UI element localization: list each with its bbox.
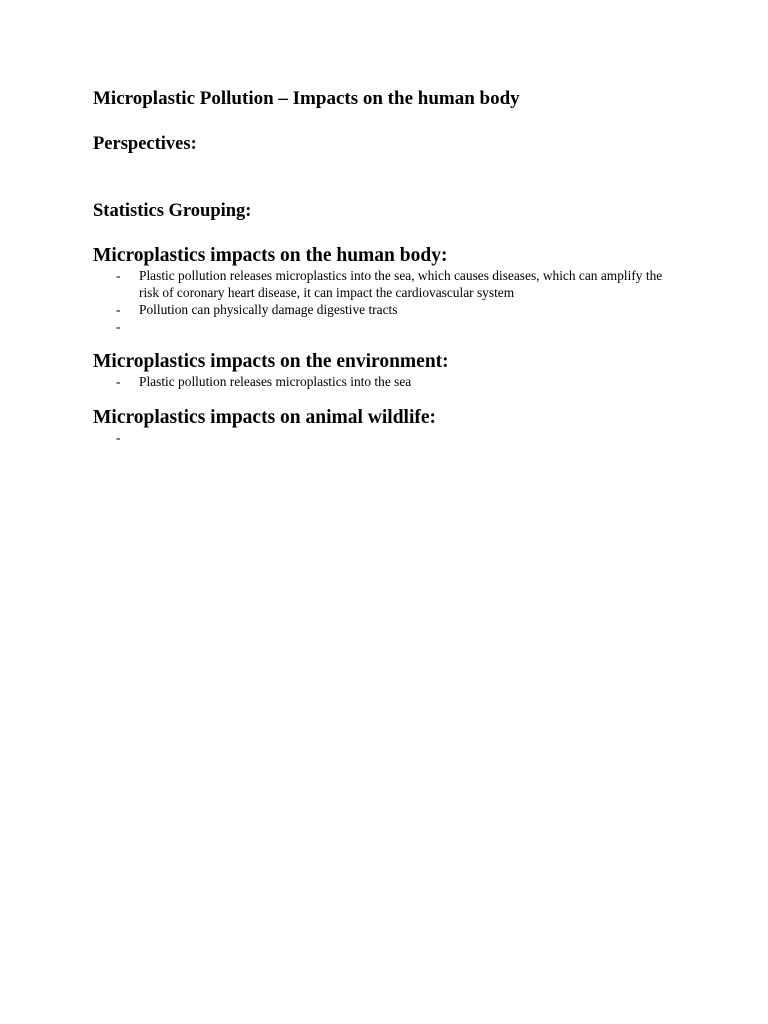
statistics-block (93, 200, 693, 222)
list-item[interactable] (93, 318, 684, 334)
list-item-text[interactable]: Pollution can physically damage digestive tracts (139, 302, 398, 317)
dash-marker: - (116, 302, 121, 317)
section-human-body (93, 245, 693, 334)
bullet-list (93, 373, 693, 390)
dash-marker: - (116, 268, 121, 283)
section-heading[interactable]: Microplastics impacts on the human body: (93, 245, 448, 266)
dash-marker: - (116, 430, 121, 445)
section-environment (93, 351, 693, 390)
bullet-list (93, 267, 693, 334)
list-item-text[interactable]: Plastic pollution releases microplastics into the sea (139, 374, 412, 389)
section-animal-wildlife (93, 407, 693, 445)
bullet-list (93, 429, 693, 445)
perspectives-block (93, 133, 693, 155)
perspectives-heading[interactable]: Perspectives: (93, 134, 197, 154)
list-item-text[interactable]: Plastic pollution releases microplastics into the sea, which causes diseases, which can amplify the risk of coronary heart disease, it can impact the cardiovascular system (139, 268, 663, 300)
document-title[interactable]: Microplastic Pollution – Impacts on the human body (93, 88, 520, 109)
section-heading[interactable]: Microplastics impacts on animal wildlife: (93, 407, 437, 428)
list-item[interactable] (93, 301, 684, 318)
document-title-block (93, 88, 693, 110)
list-item[interactable] (93, 429, 684, 445)
statistics-heading[interactable]: Statistics Grouping: (93, 201, 252, 221)
list-item[interactable] (93, 267, 684, 301)
list-item[interactable] (93, 373, 684, 390)
dash-marker: - (116, 374, 121, 389)
section-heading[interactable]: Microplastics impacts on the environment: (93, 351, 449, 372)
dash-marker: - (116, 319, 121, 334)
